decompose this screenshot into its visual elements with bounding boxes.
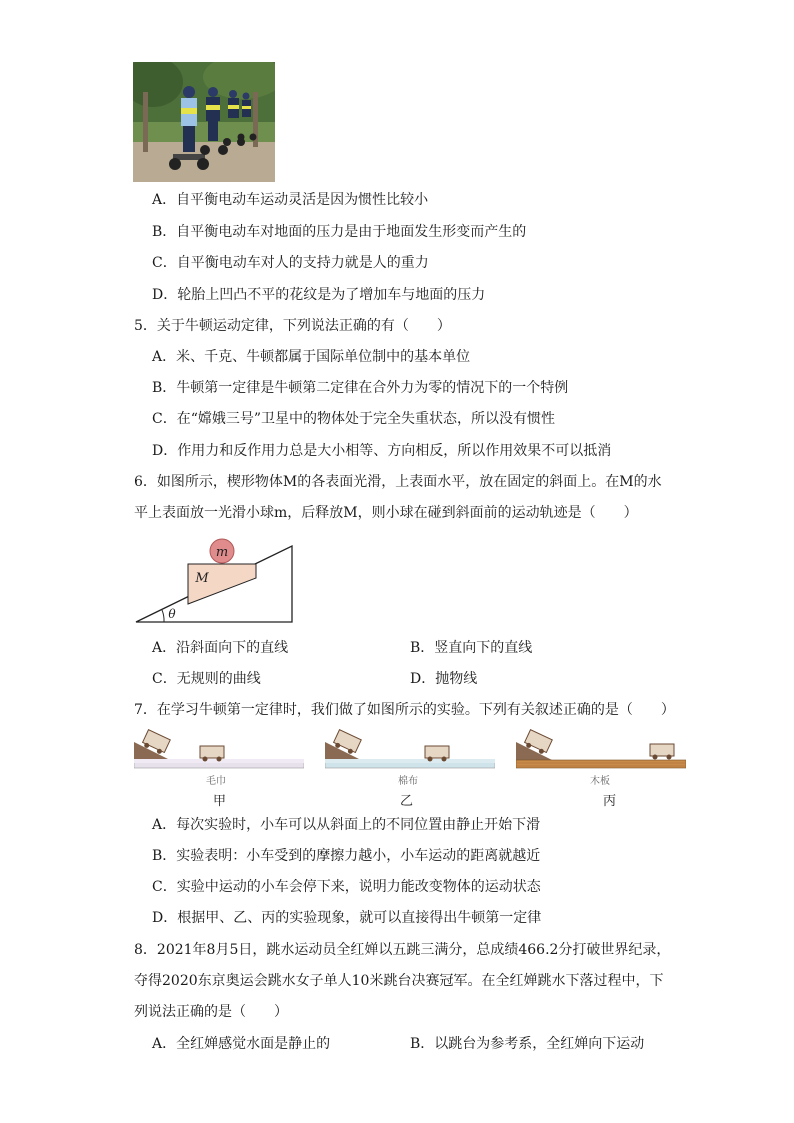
panel-label-jia: 甲	[213, 794, 227, 809]
ball-label: m	[215, 545, 229, 560]
q6-option-d: D．抛物线	[410, 671, 478, 687]
q6-option-b: B．竖直向下的直线	[410, 640, 533, 656]
q6-stem-line2: 平上表面放一光滑小球m，后释放M，则小球在碰到斜面前的运动轨迹是（ ）	[134, 505, 638, 521]
q6-option-a: A．沿斜面向下的直线	[152, 640, 289, 656]
q8-option-a: A．全红婵感觉水面是静止的	[152, 1036, 331, 1052]
q7-option-d: D．根据甲、乙、丙的实验现象，就可以直接得出牛顿第一定律	[152, 910, 542, 926]
angle-label: θ	[168, 607, 176, 621]
surface-label-towel: 毛巾	[206, 776, 226, 787]
q4-option-d: D．轮胎上凹凸不平的花纹是为了增加车与地面的压力	[152, 287, 486, 303]
q4-option-c: C．自平衡电动车对人的支持力就是人的重力	[152, 255, 429, 271]
q8-option-b: B．以跳台为参考系，全红婵向下运动	[410, 1036, 645, 1052]
experiment-panel-towel	[134, 728, 304, 774]
experiment-panel-cloth	[325, 728, 495, 774]
q8-stem-line1: 8．2021年8月5日，跳水运动员全红婵以五跳三满分，总成绩466.2分打破世界纪录，	[134, 942, 671, 958]
q5-stem: 5．关于牛顿运动定律，下列说法正确的有（ ）	[134, 318, 451, 334]
q4-option-b: B．自平衡电动车对地面的压力是由于地面发生形变而产生的	[152, 224, 527, 240]
panel-label-bing: 丙	[603, 794, 617, 809]
q8-stem-line2: 夺得2020东京奥运会跳水女子单人10米跳台决赛冠军。在全红婵跳水下落过程中，下	[134, 973, 664, 989]
surface-label-cloth: 棉布	[398, 776, 418, 787]
panel-label-yi: 乙	[400, 794, 414, 809]
q8-stem-line3: 列说法正确的是（ ）	[134, 1004, 288, 1020]
q7-option-a: A．每次实验时，小车可以从斜面上的不同位置由静止开始下滑	[152, 817, 541, 833]
q7-stem: 7．在学习牛顿第一定律时，我们做了如图所示的实验。下列有关叙述正确的是（ ）	[134, 702, 675, 718]
wedge-incline-figure	[134, 536, 296, 628]
q5-option-d: D．作用力和反作用力总是大小相等、方向相反，所以作用效果不可以抵消	[152, 443, 612, 459]
experiment-panel-wood	[516, 728, 686, 774]
surface-label-wood: 木板	[590, 776, 610, 787]
q7-option-b: B．实验表明：小车受到的摩擦力越小，小车运动的距离就越近	[152, 848, 541, 864]
q5-option-a: A．米、千克、牛顿都属于国际单位制中的基本单位	[152, 349, 471, 365]
q6-stem-line1: 6．如图所示，楔形物体M的各表面光滑，上表面水平，放在固定的斜面上。在M的水	[134, 474, 662, 490]
block-label: M	[195, 571, 209, 586]
segway-police-photo	[133, 62, 275, 182]
q7-option-c: C．实验中运动的小车会停下来，说明力能改变物体的运动状态	[152, 879, 541, 895]
q6-option-c: C．无规则的曲线	[152, 671, 261, 687]
q4-option-a: A．自平衡电动车运动灵活是因为惯性比较小	[152, 192, 429, 208]
q5-option-b: B．牛顿第一定律是牛顿第二定律在合外力为零的情况下的一个特例	[152, 380, 569, 396]
q5-option-c: C．在“嫦娥三号”卫星中的物体处于完全失重状态，所以没有惯性	[152, 411, 556, 427]
